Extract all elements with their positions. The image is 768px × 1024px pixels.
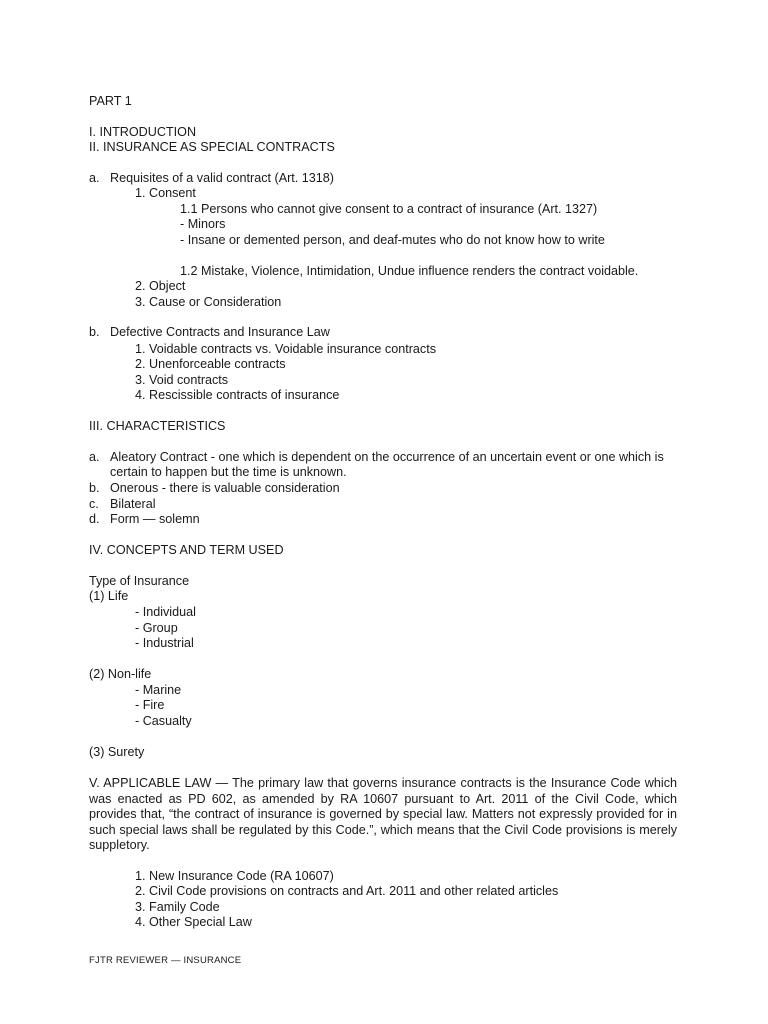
char-form: Form — solemn [110, 512, 200, 526]
nonlife-marine: - Marine [135, 683, 182, 697]
item-minors: - Minors [180, 217, 226, 231]
page-footer: FJTR REVIEWER — INSURANCE [89, 955, 242, 966]
section-special-contracts: II. INSURANCE AS SPECIAL CONTRACTS [89, 140, 335, 154]
law-item-1: 1. New Insurance Code (RA 10607) [135, 869, 334, 883]
life-individual: - Individual [135, 605, 196, 619]
char-onerous: Onerous - there is valuable consideration [110, 481, 340, 495]
part-heading: PART 1 [89, 94, 132, 108]
life-group: - Group [135, 621, 178, 635]
char-c-label: c. [89, 497, 99, 511]
char-aleatory-line2: certain to happen but the time is unknown. [110, 465, 347, 479]
type-surety: (3) Surety [89, 745, 145, 759]
item-consent-1-2: 1.2 Mistake, Violence, Intimidation, Undue influence renders the contract voidable. [180, 264, 639, 278]
law-item-3: 3. Family Code [135, 900, 220, 914]
char-aleatory-line1: Aleatory Contract - one which is dependent on the occurrence of an uncertain event or one which is [110, 450, 664, 464]
item-b-title: Defective Contracts and Insurance Law [110, 325, 330, 339]
applicable-law-paragraph: V. APPLICABLE LAW — The primary law that governs insurance contracts is the Insurance Code which was enacted as PD 602, as amended by RA 10607 pursuant to Art. 2011 of the Civil Code, which provides that, “the contract of insurance is governed by special law. Matters not expressly provided for in such special laws shall be regulated by this Code.”, which means that the Civil Code provisions is merely suppletory. [89, 776, 677, 852]
item-a-title: Requisites of a valid contract (Art. 1318) [110, 171, 334, 185]
section-concepts: IV. CONCEPTS AND TERM USED [89, 543, 284, 557]
section-characteristics: III. CHARACTERISTICS [89, 419, 226, 433]
item-a-label: a. [89, 171, 100, 185]
type-life: (1) Life [89, 589, 129, 603]
item-cause: 3. Cause or Consideration [135, 295, 282, 309]
item-object: 2. Object [135, 279, 186, 293]
item-void: 3. Void contracts [135, 373, 229, 387]
char-d-label: d. [89, 512, 100, 526]
law-item-4: 4. Other Special Law [135, 915, 252, 929]
nonlife-casualty: - Casualty [135, 714, 192, 728]
item-voidable: 1. Voidable contracts vs. Voidable insurance contracts [135, 342, 437, 356]
item-consent: 1. Consent [135, 186, 196, 200]
char-a-label: a. [89, 450, 100, 464]
life-industrial: - Industrial [135, 636, 194, 650]
item-insane: - Insane or demented person, and deaf-mutes who do not know how to write [180, 233, 605, 247]
item-consent-1-1: 1.1 Persons who cannot give consent to a contract of insurance (Art. 1327) [180, 202, 598, 216]
section-introduction: I. INTRODUCTION [89, 125, 197, 139]
item-unenforceable: 2. Unenforceable contracts [135, 357, 286, 371]
law-item-2: 2. Civil Code provisions on contracts and Art. 2011 and other related articles [135, 884, 559, 898]
item-b-label: b. [89, 325, 100, 339]
item-rescissible: 4. Rescissible contracts of insurance [135, 388, 340, 402]
type-nonlife: (2) Non-life [89, 667, 152, 681]
nonlife-fire: - Fire [135, 698, 165, 712]
type-title: Type of Insurance [89, 574, 190, 588]
char-bilateral: Bilateral [110, 497, 156, 511]
char-b-label: b. [89, 481, 100, 495]
